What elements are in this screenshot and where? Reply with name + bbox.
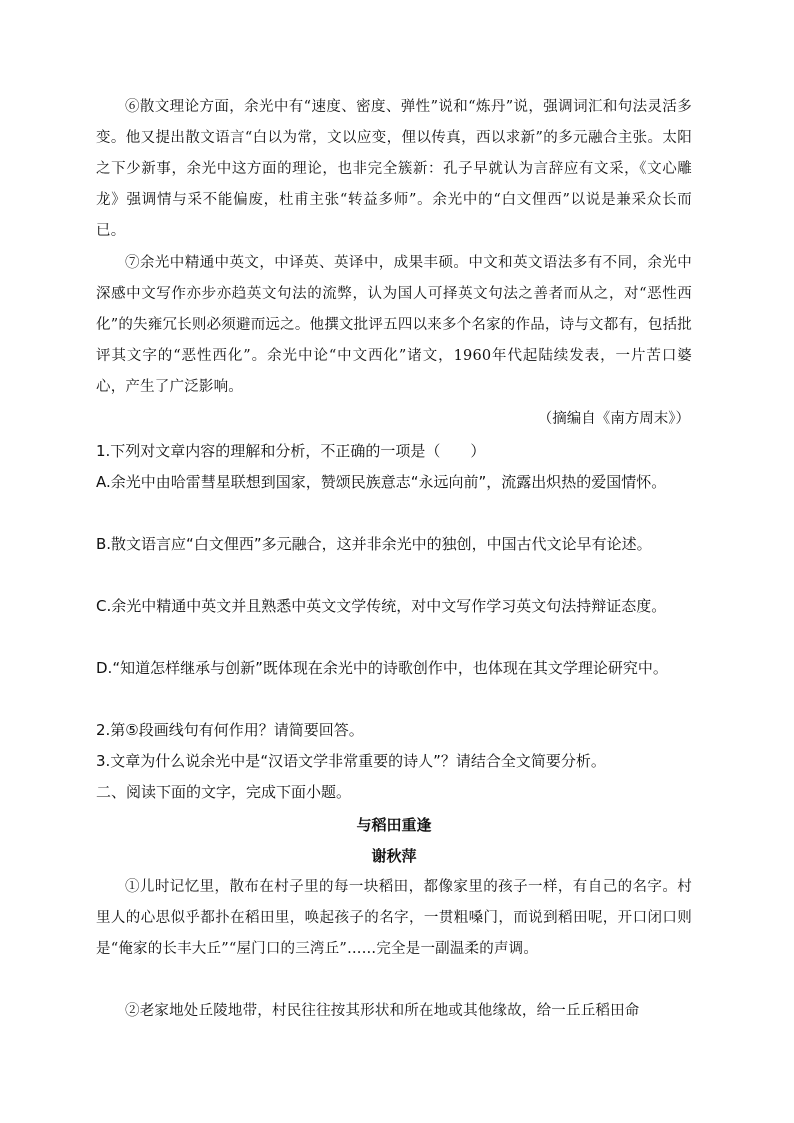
question-1: 1.下列对文章内容的理解和分析，不正确的一项是（ ） xyxy=(96,442,486,460)
section-2-heading: 二、阅读下面的文字，完成下面小题。 xyxy=(96,783,352,801)
option-a: A.余光中由哈雷彗星联想到国家，赞颂民族意志“永远向前”，流露出炽热的爱国情怀。 xyxy=(96,473,667,491)
passage1-paragraph-7: ⑦余光中精通中英文，中译英、英译中，成果丰硕。中文和英文语法多有不同，余光中深感中文写作亦步亦趋英文句法的流弊，认为国人可择英文句法之善者而从之，对“恶性西化”的失雍冗长则必须避而远之。他撰文批评五四以来多个名家的作品，诗与文都有，包括批评其文字的“恶性西化”。余光中论“中文西化”诸文，1960年代起陆续发表，一片苦口婆心，产生了广泛影响。 xyxy=(96,255,692,395)
question-3: 3.文章为什么说余光中是“汉语文学非常重要的诗人”？请结合全文简要分析。 xyxy=(96,752,606,770)
passage2-paragraph-1: ①儿时记忆里，散布在村子里的每一块稻田，都像家里的孩子一样，有自己的名字。村里人的心思似乎都扑在稻田里，唤起孩子的名字，一贯粗嗓门，而说到稻田呢，开口闭口则是“俺家的长丰大丘”“屋门口的三湾丘”……完全是一副温柔的声调。 xyxy=(96,879,692,957)
source-citation: （摘编自《南方周末》） xyxy=(537,411,690,427)
passage2-title: 与稻田重逢 xyxy=(356,816,432,834)
option-d: D.“知道怎样继承与创新”既体现在余光中的诗歌创作中，也体现在其文学理论研究中。 xyxy=(96,659,668,677)
passage2-author: 谢秋萍 xyxy=(371,847,417,865)
question-2: 2.第⑤段画线句有何作用？请简要回答。 xyxy=(96,721,364,739)
passage2-paragraph-2: ②老家地处丘陵地带，村民往往按其形状和所在地或其他缘故，给一丘丘稻田命 xyxy=(125,1003,640,1019)
option-b: B.散文语言应“白文俚西”多元融合，这并非余光中的独创，中国古代文论早有论述。 xyxy=(96,535,652,553)
option-c: C.余光中精通中英文并且熟悉中英文文学传统，对中文写作学习英文句法持辩证态度。 xyxy=(96,597,667,615)
passage1-paragraph-6: ⑥散文理论方面，余光中有“速度、密度、弹性”说和“炼丹”说，强调词汇和句法灵活多变。他又提出散文语言“白以为常，文以应变，俚以传真，西以求新”的多元融合主张。太阳之下少新事，余光中这方面的理论，也非完全簇新：孔子早就认为言辞应有文采，《文心雕龙》强调情与采不能偏废，杜甫主张“转益多师”。余光中的“白文俚西”以说是兼采众长而已。 xyxy=(96,99,692,239)
